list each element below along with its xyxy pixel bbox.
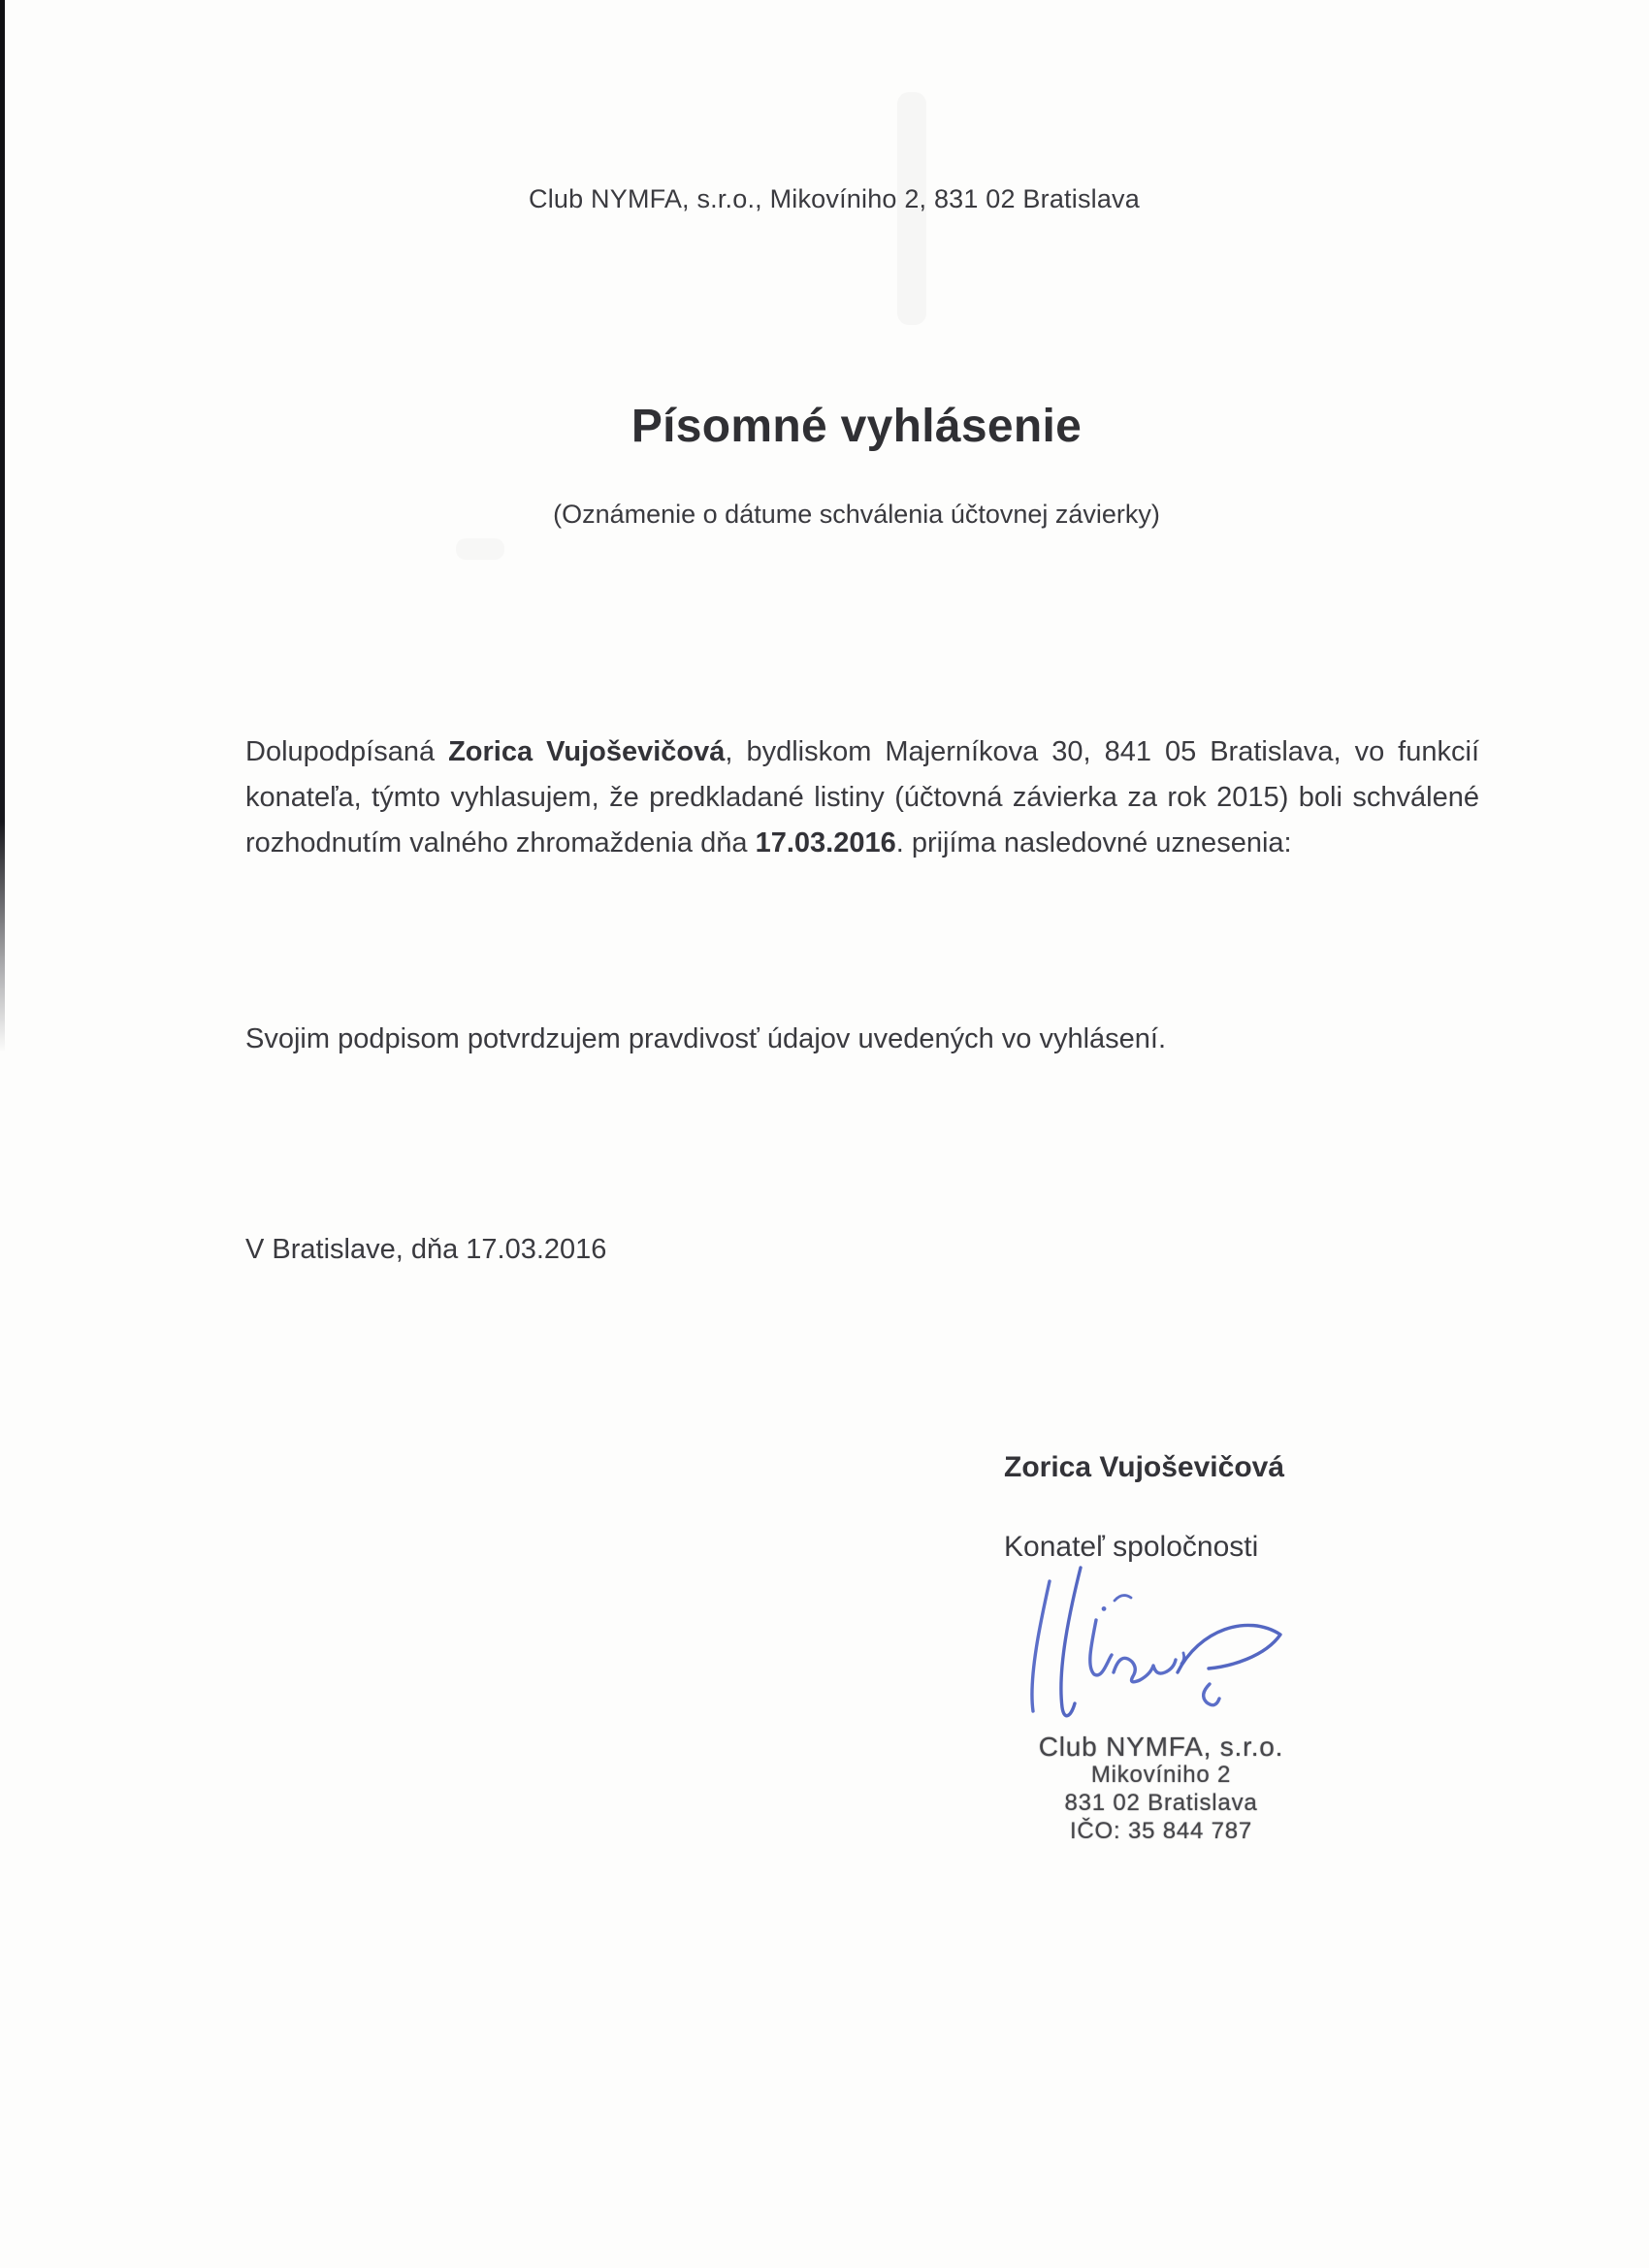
declarant-name: Zorica Vujoševičová	[448, 736, 726, 767]
paragraph-text: , bydliskom Majerníkova 30, 841 05 Bratislava, vo funkcií konateľa, týmto vyhlasujem, že predkladané listiny (účtovná závierka za rok 2015) boli schválené rozhodnutím valného zhromaždenia dňa	[245, 736, 1480, 859]
document-subtitle: (Oznámenie o dátume schválenia účtovnej závierky)	[553, 500, 1160, 529]
handwritten-signature-icon	[1017, 1560, 1298, 1744]
signatory-name: Zorica Vujoševičová	[1004, 1451, 1285, 1483]
place-and-date-line: V Bratislave, dňa 17.03.2016	[245, 1234, 607, 1265]
approval-date: 17.03.2016	[755, 827, 896, 859]
scan-smudge	[456, 538, 504, 560]
stamp-city: 831 02 Bratislava	[1064, 1790, 1258, 1816]
stamp-ico: IČO: 35 844 787	[1069, 1818, 1253, 1844]
document-title: Písomné vyhlásenie	[630, 401, 1083, 452]
company-stamp	[999, 1733, 1323, 1845]
paragraph-text: . prijíma nasledovné uznesenia:	[895, 827, 1292, 859]
stamp-street: Mikovíniho 2	[1090, 1762, 1232, 1788]
paragraph-text: Dolupodpísaná	[245, 736, 449, 767]
stamp-company-name: Club NYMFA, s.r.o.	[1038, 1732, 1284, 1762]
company-header-line: Club NYMFA, s.r.o., Mikovíniho 2, 831 02 Bratislava	[529, 184, 1140, 213]
declaration-paragraph	[245, 729, 1479, 866]
confirmation-paragraph: Svojim podpisom potvrdzujem pravdivosť údajov uvedených vo vyhlásení.	[245, 1023, 1167, 1054]
signatory-role: Konateľ spoločnosti	[1004, 1531, 1259, 1563]
